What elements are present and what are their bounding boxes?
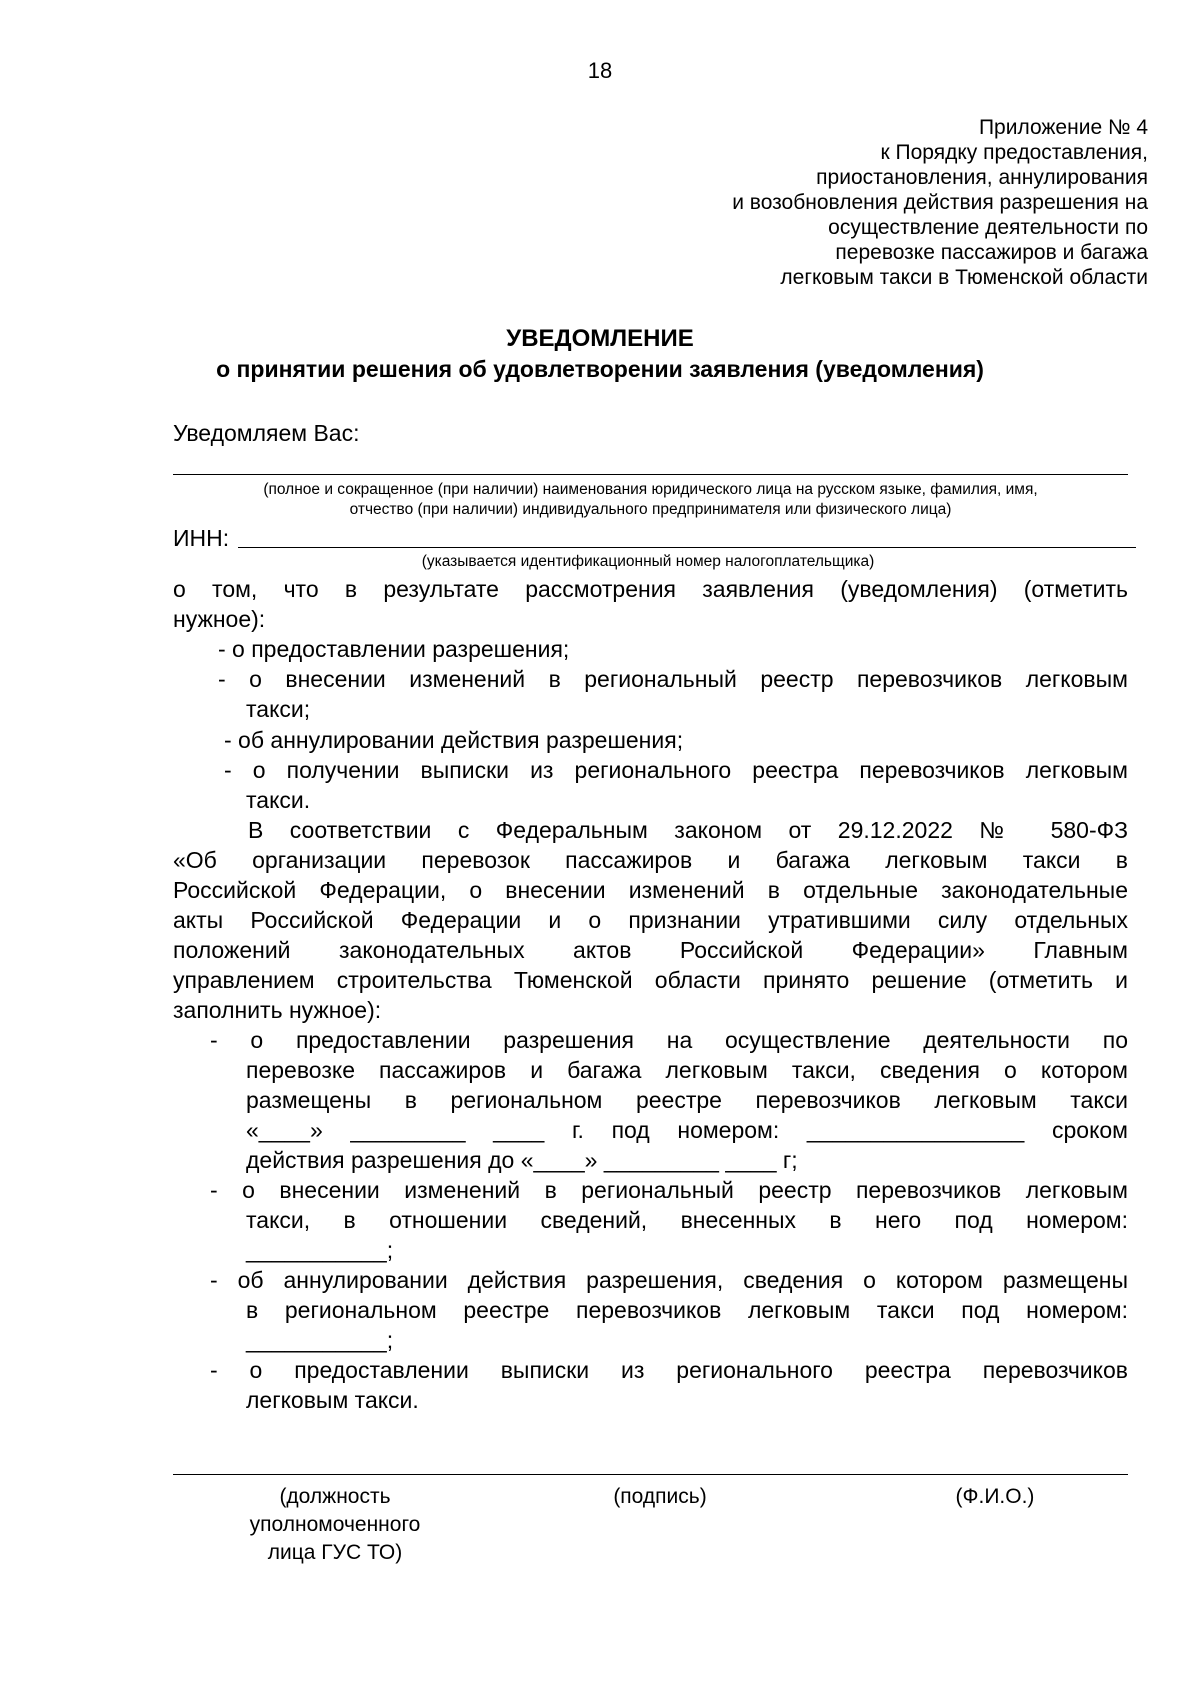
decision-annul-line1: - об аннулировании действия разрешения, сведения о котором размещены [210, 1267, 1128, 1293]
decision-change-line3: ___________; [246, 1237, 394, 1263]
result-line-2: нужное): [173, 606, 266, 632]
position-caption-line: уполномоченного [249, 1513, 421, 1536]
document-subtitle: о принятии решения об удовлетворении заявления (уведомления) [216, 356, 984, 382]
appendix-line: приостановления, аннулирования [816, 166, 1148, 189]
appendix-line: осуществление деятельности по [828, 216, 1148, 239]
decision-annul-line2: в региональном реестре перевозчиков легковым такси под номером: [246, 1297, 1128, 1323]
signature-line [173, 1474, 1128, 1475]
appendix-line: легковым такси в Тюменской области [780, 266, 1148, 289]
option-annulment: - об аннулировании действия разрешения; [224, 727, 684, 753]
appendix-line: к Порядку предоставления, [880, 141, 1148, 164]
decision-grant-line3: размещены в региональном реестре перевозчиков легковым такси [246, 1087, 1128, 1113]
decision-grant-line1: - о предоставлении разрешения на осуществление деятельности по [210, 1027, 1128, 1053]
decision-change-line2: такси, в отношении сведений, внесенных в него под номером: [246, 1207, 1128, 1233]
decision-grant-line4: «____» _________ ____ г. под номером: _________________ сроком [246, 1117, 1128, 1143]
position-caption-line: (должность [279, 1485, 391, 1508]
decision-grant-line2: перевозке пассажиров и багажа легковым такси, сведения о котором [246, 1057, 1128, 1083]
decision-extract-line1: - о предоставлении выписки из регионального реестра перевозчиков [210, 1357, 1128, 1383]
law-line3: Российской Федерации, о внесении изменений в отдельные законодательные [173, 877, 1128, 903]
fio-caption: (Ф.И.О.) [955, 1485, 1035, 1508]
option-extract-line1: - о получении выписки из регионального реестра перевозчиков легковым [224, 757, 1128, 783]
page-number: 18 [587, 58, 613, 83]
option-registry-change-line2: такси; [246, 696, 311, 722]
law-line7: заполнить нужное): [173, 997, 382, 1023]
law-line2: «Об организации перевозок пассажиров и багажа легковым такси в [173, 847, 1128, 873]
position-caption-line: лица ГУС ТО) [267, 1541, 403, 1564]
option-extract-line2: такси. [246, 787, 311, 813]
appendix-header [588, 115, 1148, 290]
signature-caption: (подпись) [613, 1485, 707, 1508]
decision-extract-line2: легковым такси. [246, 1387, 419, 1413]
option-grant-permit: - о предоставлении разрешения; [218, 636, 570, 662]
appendix-line: перевозке пассажиров и багажа [835, 241, 1148, 264]
law-line1: В соответствии с Федеральным законом от 29.12.2022 № 580-ФЗ [248, 817, 1128, 843]
law-line4: акты Российской Федерации и о признании утратившими силу отдельных [173, 907, 1128, 933]
result-line-1: о том, что в результате рассмотрения заявления (уведомления) (отметить [173, 576, 1128, 602]
inn-note: (указывается идентификационный номер налогоплательщика) [421, 553, 875, 570]
inn-line [238, 547, 1136, 548]
law-line5: положений законодательных актов Российской Федерации» Главным [173, 937, 1128, 963]
law-line6: управлением строительства Тюменской области принято решение (отметить и [173, 967, 1128, 993]
decision-annul-line3: ___________; [246, 1327, 394, 1353]
entity-note-line2: отчество (при наличии) индивидуального предпринимателя или физического лица) [349, 501, 952, 518]
decision-change-line1: - о внесении изменений в региональный реестр перевозчиков легковым [210, 1177, 1128, 1203]
document-title: УВЕДОМЛЕНИЕ [506, 325, 694, 352]
greeting: Уведомляем Вас: [173, 420, 360, 446]
decision-grant-line5: действия разрешения до «____» _________ ____ г; [246, 1147, 798, 1173]
entity-name-line [173, 474, 1128, 475]
entity-note-line1: (полное и сокращенное (при наличии) наименования юридического лица на русском языке, фамилия, имя, [263, 481, 1038, 498]
signature-position-caption [205, 1483, 465, 1567]
option-registry-change-line1: - о внесении изменений в региональный реестр перевозчиков легковым [218, 666, 1128, 692]
inn-label: ИНН: [173, 525, 230, 551]
appendix-line: и возобновления действия разрешения на [732, 191, 1148, 214]
appendix-line: Приложение № 4 [978, 116, 1148, 139]
